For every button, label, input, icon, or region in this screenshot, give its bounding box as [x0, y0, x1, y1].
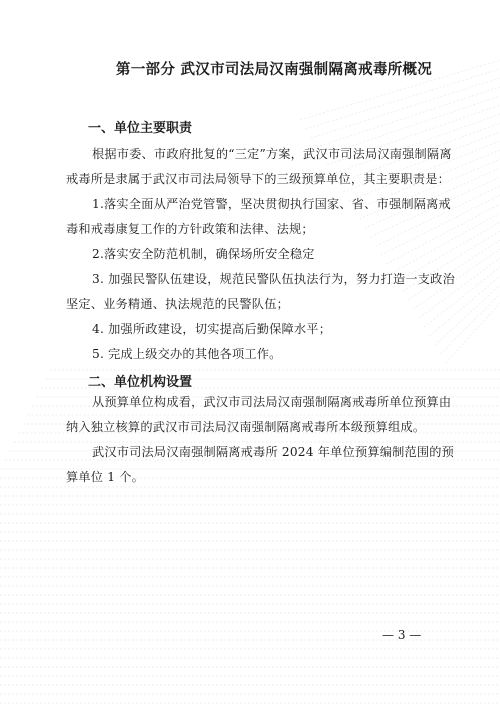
paragraph: 1.落实全面从严治党管警，坚决贯彻执行国家、省、市强制隔离戒毒和戒毒康复工作的方针政策和法律、法规； [66, 197, 451, 236]
paragraph: 从预算单位构成看，武汉市司法局汉南强制隔离戒毒所单位预算由纳入独立核算的武汉市司法局汉南强制隔离戒毒所本级预算组成。 [66, 395, 452, 434]
section-heading-structure: 二、单位机构设置 [88, 375, 193, 390]
paragraph: 根据市委、市政府批复的“三定”方案，武汉市司法局汉南强制隔离戒毒所是隶属于武汉市司法局领导下的三级预算单位，其主要职责是： [66, 147, 452, 186]
document-title: 第一部分 武汉市司法局汉南强制隔离戒毒所概况 [115, 62, 433, 78]
paragraph: 5. 完成上级交办的其他各项工作。 [92, 347, 282, 361]
document-body [66, 58, 458, 490]
paragraph: 武汉市司法局汉南强制隔离戒毒所 2024 年单位预算编制范围的预算单位 1 个。 [66, 445, 455, 484]
paragraph: 2.落实安全防范机制，确保场所安全稳定 [92, 247, 315, 261]
paragraph: 3. 加强民警队伍建设，规范民警队伍执法行为，努力打造一支政治坚定、业务精通、执法规范的民警队伍； [66, 272, 455, 311]
page-number: — 3 — [382, 628, 422, 642]
paragraph: 4. 加强所政建设，切实提高后勤保障水平； [92, 322, 332, 336]
section-heading-duties: 一、单位主要职责 [88, 121, 193, 136]
